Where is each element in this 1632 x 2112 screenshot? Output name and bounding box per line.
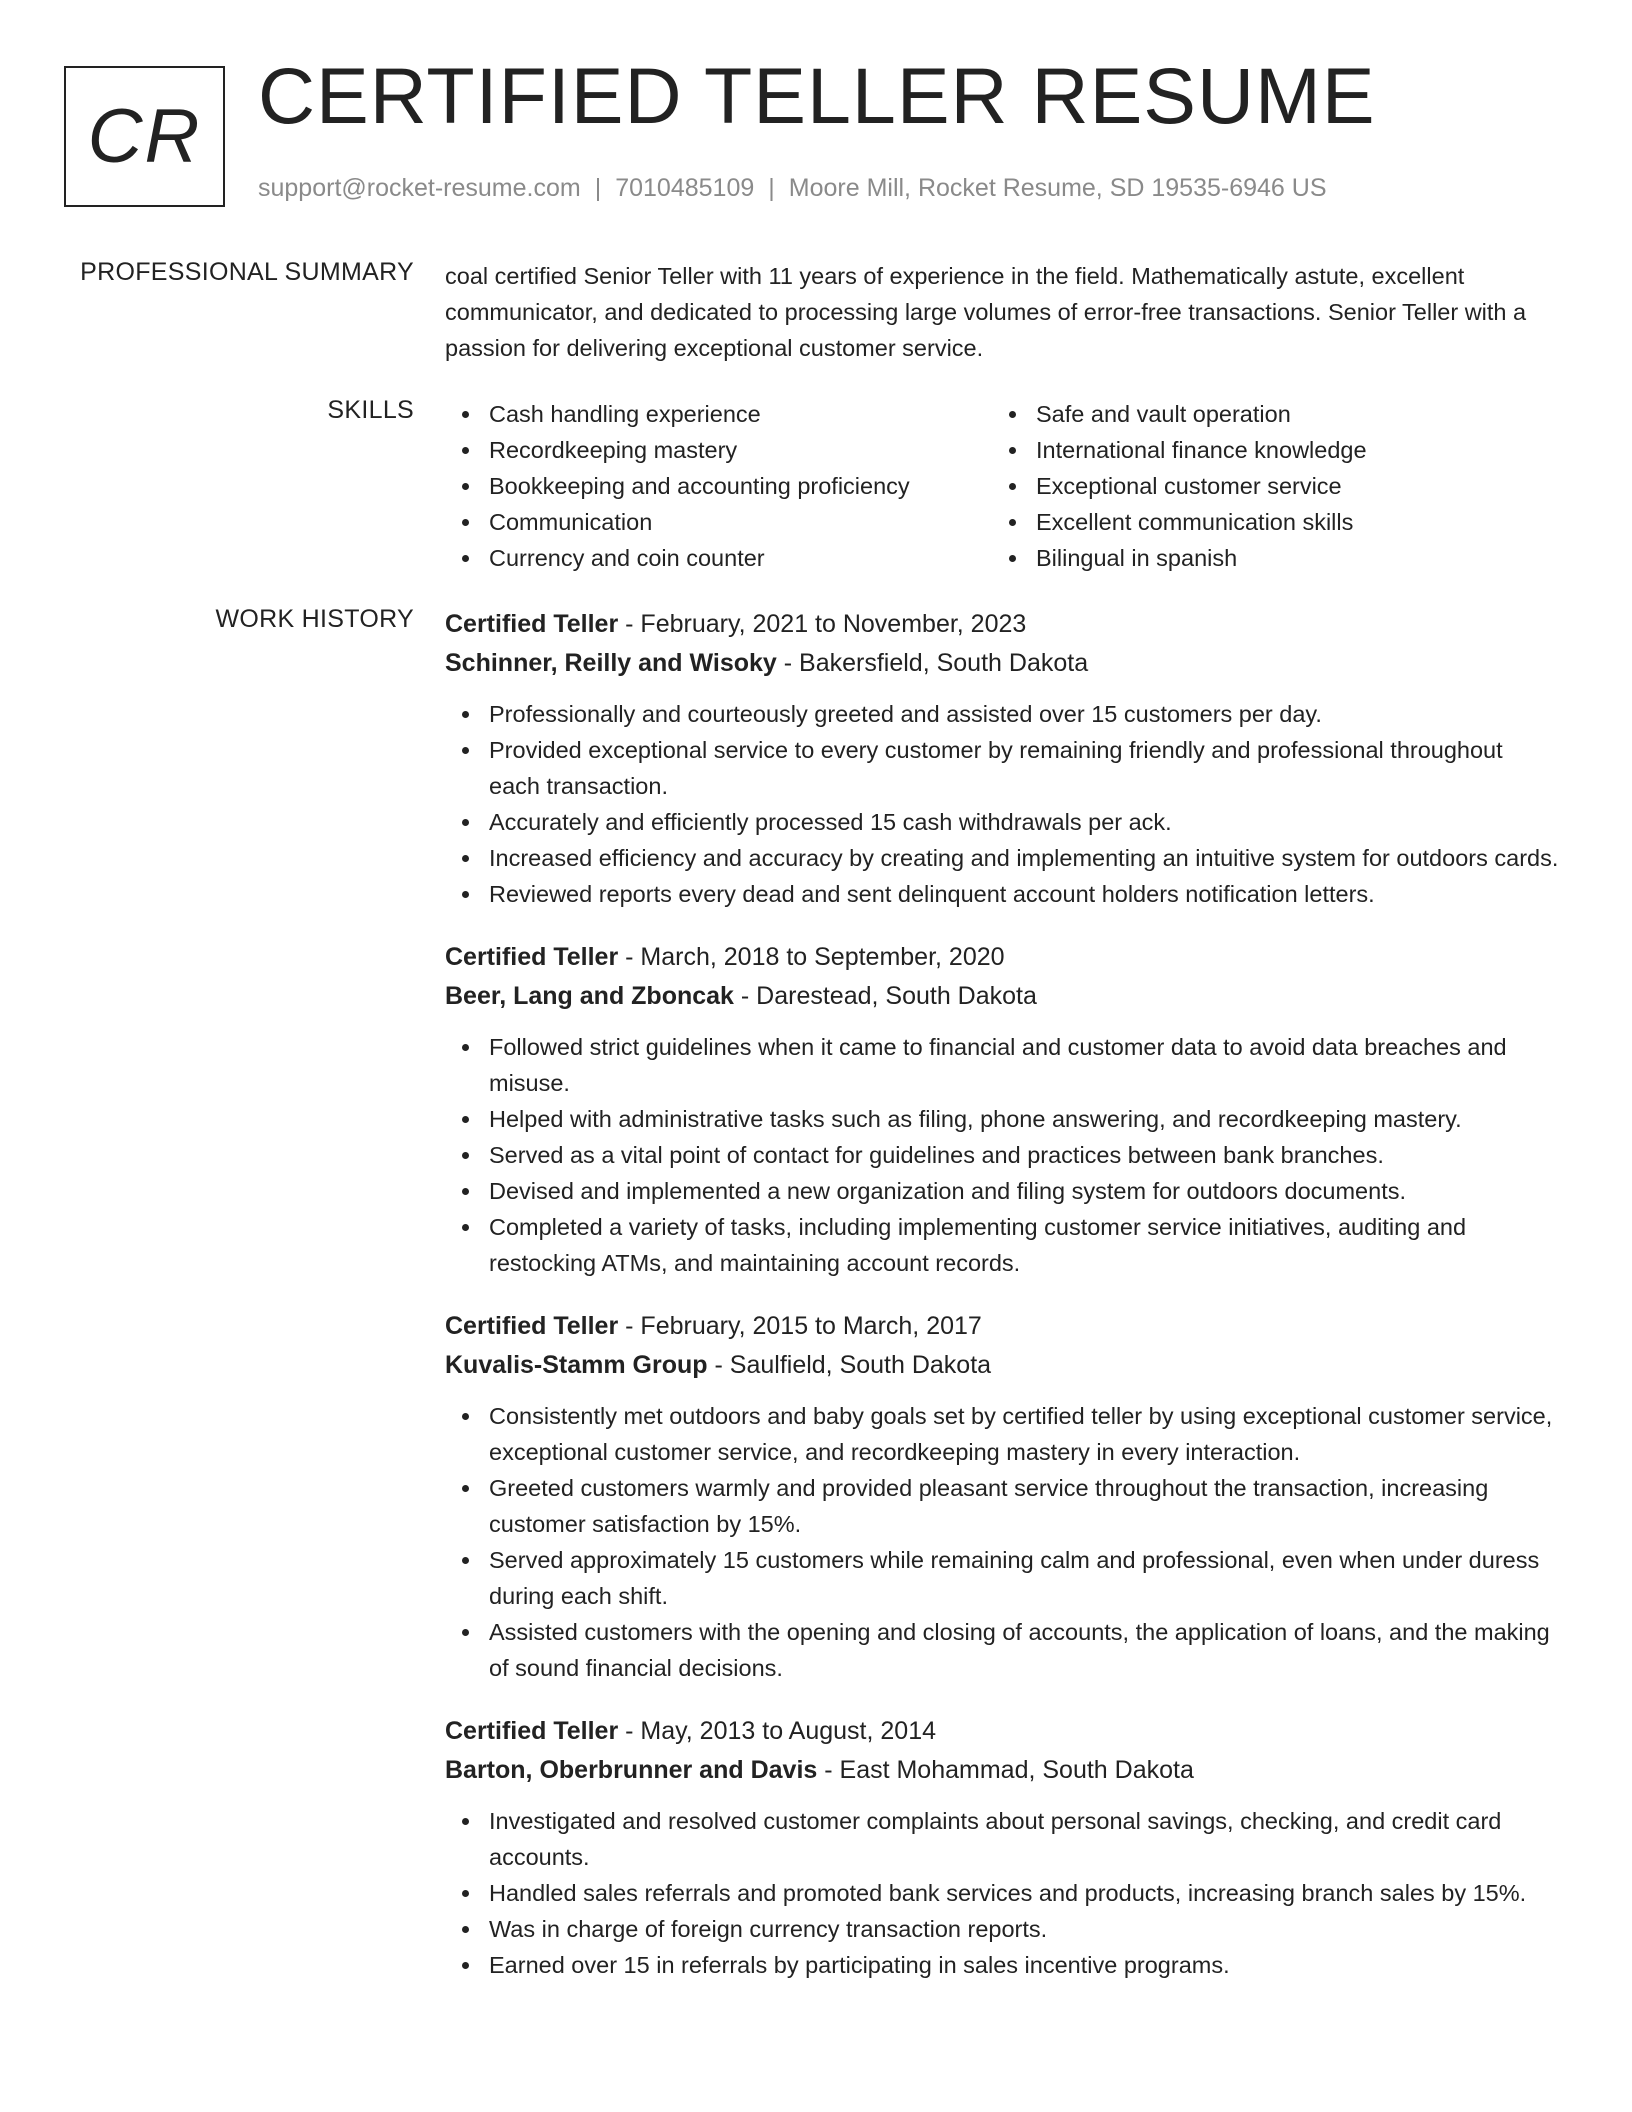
job-dates: - February, 2015 to March, 2017 bbox=[618, 1312, 982, 1340]
job-bullets bbox=[445, 696, 1560, 912]
contact-line bbox=[258, 174, 1327, 203]
skill-item: Bookkeeping and accounting proficiency bbox=[445, 468, 992, 504]
job-company: Beer, Lang and Zboncak bbox=[445, 982, 734, 1010]
job-role: Certified Teller bbox=[445, 1717, 619, 1745]
skill-item: Communication bbox=[445, 504, 992, 540]
job-dates: - March, 2018 to September, 2020 bbox=[618, 943, 1005, 971]
job-bullet: Provided exceptional service to every customer by remaining friendly and professional throughout each transaction. bbox=[445, 732, 1560, 804]
job-bullet: Handled sales referrals and promoted bank services and products, increasing branch sales by 15%. bbox=[445, 1875, 1560, 1911]
job-company: Kuvalis-Stamm Group bbox=[445, 1351, 708, 1379]
job-bullet: Served approximately 15 customers while remaining calm and professional, even when under duress during each shift. bbox=[445, 1542, 1560, 1614]
skill-item: Bilingual in spanish bbox=[992, 540, 1539, 576]
skill-item: Recordkeeping mastery bbox=[445, 432, 992, 468]
work-history-body bbox=[445, 605, 1560, 2009]
skills-right-list bbox=[992, 396, 1539, 576]
job-location: - Saulfield, South Dakota bbox=[707, 1351, 992, 1379]
job-bullets bbox=[445, 1803, 1560, 1983]
job-title-line bbox=[445, 1307, 1560, 1346]
contact-phone: 7010485109 bbox=[615, 174, 755, 202]
resume-title: CERTIFIED TELLER RESUME bbox=[258, 51, 1376, 140]
job-bullet: Followed strict guidelines when it came to financial and customer data to avoid data breaches and misuse. bbox=[445, 1029, 1560, 1101]
job-title-line bbox=[445, 938, 1560, 977]
skill-item: Safe and vault operation bbox=[992, 396, 1539, 432]
job-bullet: Earned over 15 in referrals by participating in sales incentive programs. bbox=[445, 1947, 1560, 1983]
job-bullet: Reviewed reports every dead and sent delinquent account holders notification letters. bbox=[445, 876, 1560, 912]
job-bullet: Assisted customers with the opening and closing of accounts, the application of loans, and the making of sound financial decisions. bbox=[445, 1614, 1560, 1686]
skill-item: Excellent communication skills bbox=[992, 504, 1539, 540]
job-location: - Darestead, South Dakota bbox=[733, 982, 1037, 1010]
job-location: - Bakersfield, South Dakota bbox=[776, 649, 1089, 677]
job-dates: - February, 2021 to November, 2023 bbox=[618, 610, 1027, 638]
job-company-line bbox=[445, 977, 1560, 1016]
skills-body bbox=[445, 396, 1560, 576]
job-bullet: Accurately and efficiently processed 15 cash withdrawals per ack. bbox=[445, 804, 1560, 840]
job-bullet: Increased efficiency and accuracy by creating and implementing an intuitive system for outdoors cards. bbox=[445, 840, 1560, 876]
job-bullet: Served as a vital point of contact for guidelines and practices between bank branches. bbox=[445, 1137, 1560, 1173]
contact-separator: | bbox=[768, 174, 775, 202]
job-entry bbox=[445, 1307, 1560, 1686]
job-bullet: Was in charge of foreign currency transaction reports. bbox=[445, 1911, 1560, 1947]
job-location: - East Mohammad, South Dakota bbox=[817, 1756, 1194, 1784]
contact-email: support@rocket-resume.com bbox=[258, 174, 581, 202]
summary-text: coal certified Senior Teller with 11 years of experience in the field. Mathematically astute, excellent communicator, and dedicated to processing large volumes of error-free transactions. Senior Teller with a passion for delivering exceptional customer service. bbox=[445, 263, 1527, 361]
job-company-line bbox=[445, 1346, 1560, 1385]
job-company: Barton, Oberbrunner and Davis bbox=[445, 1756, 818, 1784]
skill-item: International finance knowledge bbox=[992, 432, 1539, 468]
job-entry bbox=[445, 605, 1560, 912]
job-company: Schinner, Reilly and Wisoky bbox=[445, 649, 777, 677]
job-role: Certified Teller bbox=[445, 1312, 619, 1340]
job-entry bbox=[445, 1712, 1560, 1983]
job-bullets bbox=[445, 1029, 1560, 1281]
job-bullet: Helped with administrative tasks such as filing, phone answering, and recordkeeping mastery. bbox=[445, 1101, 1560, 1137]
summary-body bbox=[445, 258, 1560, 366]
job-company-line bbox=[445, 644, 1560, 683]
job-role: Certified Teller bbox=[445, 943, 619, 971]
contact-address: Moore Mill, Rocket Resume, SD 19535-6946 US bbox=[788, 174, 1327, 202]
work-history-heading: WORK HISTORY bbox=[215, 605, 414, 633]
job-bullet: Completed a variety of tasks, including implementing customer service initiatives, auditing and restocking ATMs, and maintaining account records. bbox=[445, 1209, 1560, 1281]
job-bullets bbox=[445, 1398, 1560, 1686]
skill-item: Cash handling experience bbox=[445, 396, 992, 432]
contact-separator: | bbox=[594, 174, 602, 202]
skill-item: Currency and coin counter bbox=[445, 540, 992, 576]
job-role: Certified Teller bbox=[445, 610, 619, 638]
job-title-line bbox=[445, 605, 1560, 644]
job-bullet: Investigated and resolved customer complaints about personal savings, checking, and credit card accounts. bbox=[445, 1803, 1560, 1875]
job-bullet: Professionally and courteously greeted and assisted over 15 customers per day. bbox=[445, 696, 1560, 732]
skill-item: Exceptional customer service bbox=[992, 468, 1539, 504]
job-entry bbox=[445, 938, 1560, 1281]
job-bullet: Consistently met outdoors and baby goals set by certified teller by using exceptional customer service, exceptional customer service, and recordkeeping mastery in every interaction. bbox=[445, 1398, 1560, 1470]
job-bullet: Devised and implemented a new organization and filing system for outdoors documents. bbox=[445, 1173, 1560, 1209]
job-company-line bbox=[445, 1751, 1560, 1790]
monogram-logo: CR bbox=[64, 66, 225, 207]
skills-heading: SKILLS bbox=[327, 396, 414, 424]
job-dates: - May, 2013 to August, 2014 bbox=[618, 1717, 937, 1745]
skills-left-list bbox=[445, 396, 992, 576]
job-title-line bbox=[445, 1712, 1560, 1751]
job-bullet: Greeted customers warmly and provided pleasant service throughout the transaction, increasing customer satisfaction by 15%. bbox=[445, 1470, 1560, 1542]
summary-heading: PROFESSIONAL SUMMARY bbox=[80, 258, 414, 286]
